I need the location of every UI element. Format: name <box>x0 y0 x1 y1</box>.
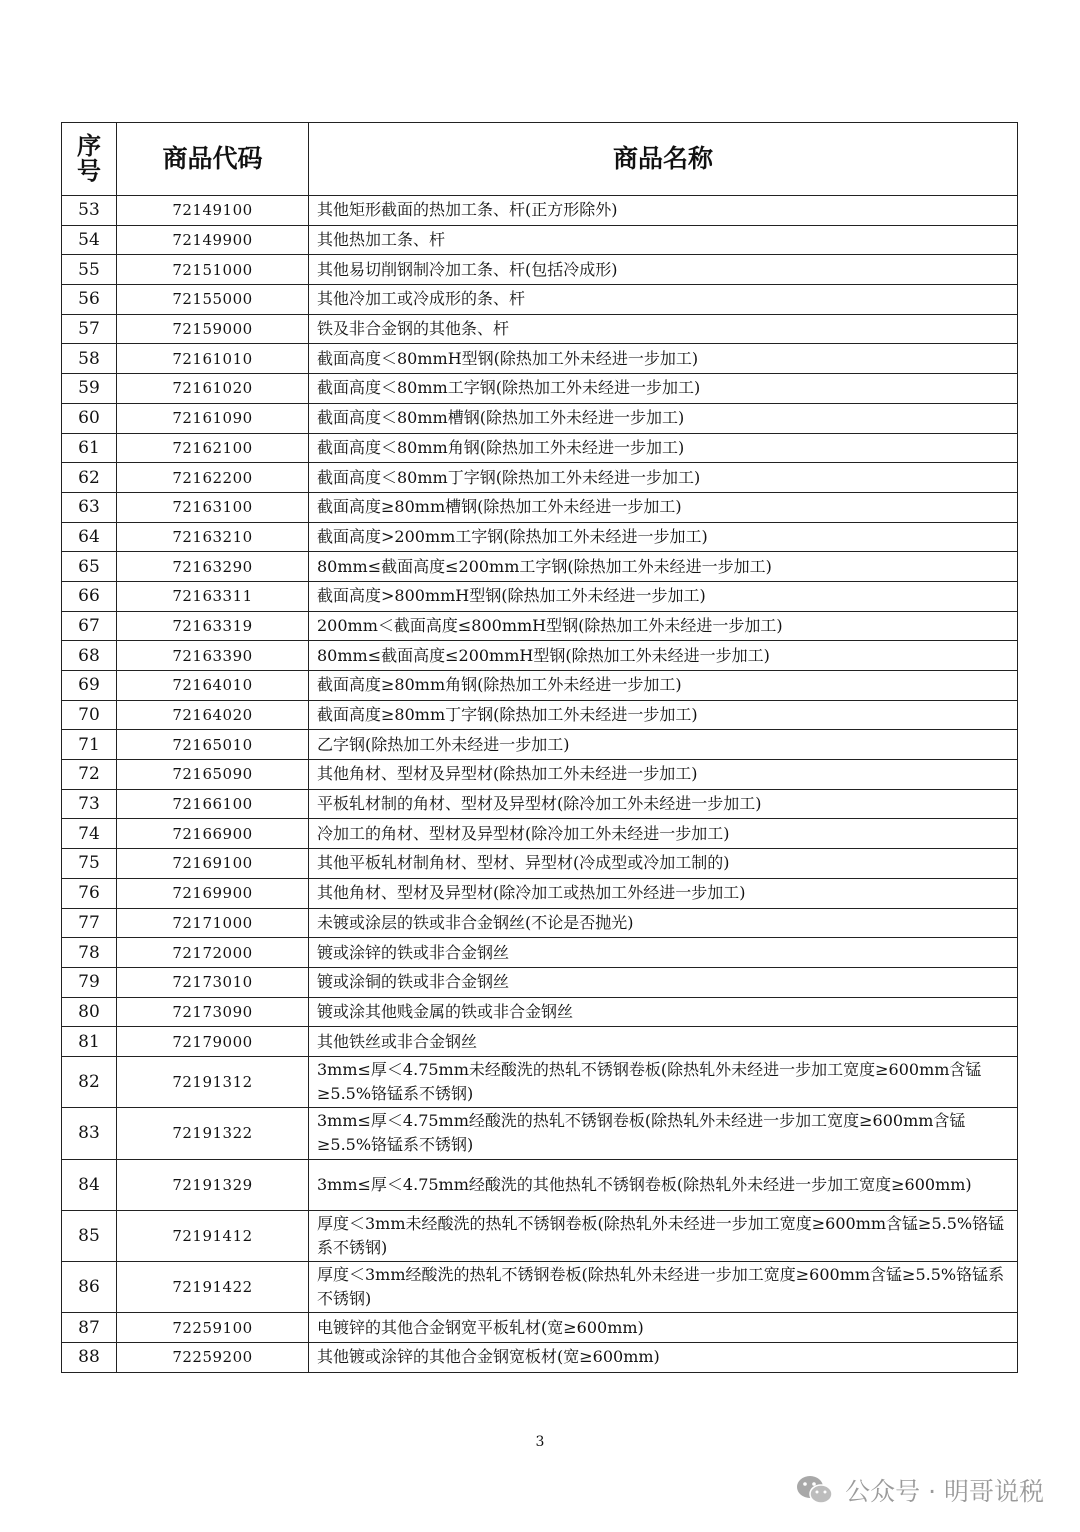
row-seq: 56 <box>62 285 117 315</box>
table-row <box>62 1262 1018 1313</box>
row-name: 厚度＜3mm未经酸洗的热轧不锈钢卷板(除热轧外未经进一步加工宽度≥600mm含锰≥5.5%铬锰系不锈钢) <box>309 1210 1018 1261</box>
table-row <box>62 1056 1018 1107</box>
table-row <box>62 314 1018 344</box>
row-name: 截面高度≥80mm槽钢(除热加工外未经进一步加工) <box>309 492 1018 522</box>
header-seq: 序号 <box>62 123 117 196</box>
row-name: 截面高度＜80mm丁字钢(除热加工外未经进一步加工) <box>309 463 1018 493</box>
row-seq: 75 <box>62 849 117 879</box>
table-row <box>62 819 1018 849</box>
table-row <box>62 789 1018 819</box>
table-row <box>62 552 1018 582</box>
page-number: 3 <box>535 1434 545 1450</box>
row-seq: 87 <box>62 1313 117 1343</box>
row-seq: 77 <box>62 908 117 938</box>
row-name: 镀或涂其他贱金属的铁或非合金钢丝 <box>309 997 1018 1027</box>
table-row <box>62 760 1018 790</box>
row-name: 80mm≤截面高度≤200mmH型钢(除热加工外未经进一步加工) <box>309 641 1018 671</box>
table-row <box>62 433 1018 463</box>
row-name: 电镀锌的其他合金钢宽平板轧材(宽≥600mm) <box>309 1313 1018 1343</box>
row-seq: 62 <box>62 463 117 493</box>
table-row <box>62 522 1018 552</box>
row-seq: 76 <box>62 878 117 908</box>
row-seq: 67 <box>62 611 117 641</box>
row-code: 72191412 <box>117 1210 309 1261</box>
row-code: 72165010 <box>117 730 309 760</box>
table-row <box>62 878 1018 908</box>
header-code: 商品代码 <box>117 123 309 196</box>
row-code: 72163311 <box>117 581 309 611</box>
row-name: 截面高度>200mm工字钢(除热加工外未经进一步加工) <box>309 522 1018 552</box>
row-name: 厚度＜3mm经酸洗的热轧不锈钢卷板(除热轧外未经进一步加工宽度≥600mm含锰≥5.5%铬锰系不锈钢) <box>309 1262 1018 1313</box>
row-code: 72149100 <box>117 196 309 226</box>
row-name: 3mm≤厚＜4.75mm经酸洗的热轧不锈钢卷板(除热轧外未经进一步加工宽度≥600mm含锰≥5.5%铬锰系不锈钢) <box>309 1108 1018 1159</box>
row-code: 72169900 <box>117 878 309 908</box>
table-row <box>62 374 1018 404</box>
row-name: 其他平板轧材制角材、型材、异型材(冷成型或冷加工制的) <box>309 849 1018 879</box>
row-seq: 80 <box>62 997 117 1027</box>
row-code: 72169100 <box>117 849 309 879</box>
row-code: 72191312 <box>117 1056 309 1107</box>
row-seq: 57 <box>62 314 117 344</box>
table-row <box>62 1313 1018 1343</box>
row-seq: 72 <box>62 760 117 790</box>
row-code: 72166100 <box>117 789 309 819</box>
row-code: 72165090 <box>117 760 309 790</box>
row-seq: 55 <box>62 255 117 285</box>
row-seq: 86 <box>62 1262 117 1313</box>
row-seq: 60 <box>62 403 117 433</box>
row-code: 72191322 <box>117 1108 309 1159</box>
row-name: 镀或涂铜的铁或非合金钢丝 <box>309 967 1018 997</box>
table-row <box>62 255 1018 285</box>
row-name: 截面高度＜80mm工字钢(除热加工外未经进一步加工) <box>309 374 1018 404</box>
row-name: 截面高度＜80mm槽钢(除热加工外未经进一步加工) <box>309 403 1018 433</box>
row-code: 72149900 <box>117 225 309 255</box>
table-row <box>62 581 1018 611</box>
table-row <box>62 463 1018 493</box>
row-name: 其他冷加工或冷成形的条、杆 <box>309 285 1018 315</box>
row-code: 72163319 <box>117 611 309 641</box>
row-seq: 71 <box>62 730 117 760</box>
row-seq: 63 <box>62 492 117 522</box>
row-name: 其他热加工条、杆 <box>309 225 1018 255</box>
row-name: 200mm＜截面高度≤800mmH型钢(除热加工外未经进一步加工) <box>309 611 1018 641</box>
row-name: 其他角材、型材及异型材(除热加工外未经进一步加工) <box>309 760 1018 790</box>
row-code: 72163210 <box>117 522 309 552</box>
row-code: 72161020 <box>117 374 309 404</box>
table-row <box>62 225 1018 255</box>
table-row <box>62 700 1018 730</box>
row-seq: 85 <box>62 1210 117 1261</box>
row-seq: 64 <box>62 522 117 552</box>
row-name: 其他镀或涂锌的其他合金钢宽板材(宽≥600mm) <box>309 1343 1018 1373</box>
row-name: 其他易切削钢制冷加工条、杆(包括冷成形) <box>309 255 1018 285</box>
row-code: 72163290 <box>117 552 309 582</box>
table-row <box>62 344 1018 374</box>
row-code: 72164010 <box>117 671 309 701</box>
row-seq: 73 <box>62 789 117 819</box>
table-row <box>62 967 1018 997</box>
table-row <box>62 492 1018 522</box>
row-seq: 68 <box>62 641 117 671</box>
table-row <box>62 196 1018 226</box>
table-row <box>62 403 1018 433</box>
row-name: 截面高度≥80mm丁字钢(除热加工外未经进一步加工) <box>309 700 1018 730</box>
row-seq: 88 <box>62 1343 117 1373</box>
row-code: 72166900 <box>117 819 309 849</box>
header-name: 商品名称 <box>309 123 1018 196</box>
table-row <box>62 641 1018 671</box>
row-seq: 54 <box>62 225 117 255</box>
row-code: 72163100 <box>117 492 309 522</box>
row-seq: 79 <box>62 967 117 997</box>
row-code: 72151000 <box>117 255 309 285</box>
row-seq: 61 <box>62 433 117 463</box>
row-code: 72259200 <box>117 1343 309 1373</box>
table-row <box>62 611 1018 641</box>
row-name: 其他角材、型材及异型材(除冷加工或热加工外经进一步加工) <box>309 878 1018 908</box>
table-header-row <box>62 123 1018 196</box>
row-seq: 66 <box>62 581 117 611</box>
table-row <box>62 997 1018 1027</box>
row-code: 72173010 <box>117 967 309 997</box>
table-row <box>62 671 1018 701</box>
row-code: 72191329 <box>117 1159 309 1210</box>
row-seq: 70 <box>62 700 117 730</box>
row-code: 72164020 <box>117 700 309 730</box>
row-code: 72155000 <box>117 285 309 315</box>
row-code: 72259100 <box>117 1313 309 1343</box>
table-body <box>62 196 1018 1373</box>
row-name: 乙字钢(除热加工外未经进一步加工) <box>309 730 1018 760</box>
row-code: 72161010 <box>117 344 309 374</box>
table-row <box>62 938 1018 968</box>
row-seq: 74 <box>62 819 117 849</box>
row-seq: 53 <box>62 196 117 226</box>
table-row <box>62 730 1018 760</box>
row-seq: 58 <box>62 344 117 374</box>
row-seq: 59 <box>62 374 117 404</box>
row-seq: 82 <box>62 1056 117 1107</box>
row-code: 72173090 <box>117 997 309 1027</box>
row-seq: 78 <box>62 938 117 968</box>
row-code: 72171000 <box>117 908 309 938</box>
row-seq: 69 <box>62 671 117 701</box>
row-name: 截面高度＜80mm角钢(除热加工外未经进一步加工) <box>309 433 1018 463</box>
row-code: 72163390 <box>117 641 309 671</box>
row-code: 72162100 <box>117 433 309 463</box>
row-name: 平板轧材制的角材、型材及异型材(除冷加工外未经进一步加工) <box>309 789 1018 819</box>
row-code: 72179000 <box>117 1027 309 1057</box>
table-row <box>62 1343 1018 1373</box>
row-seq: 65 <box>62 552 117 582</box>
row-name: 铁及非合金钢的其他条、杆 <box>309 314 1018 344</box>
table-row <box>62 1027 1018 1057</box>
row-code: 72172000 <box>117 938 309 968</box>
commodity-table <box>61 122 1018 1373</box>
row-name: 其他矩形截面的热加工条、杆(正方形除外) <box>309 196 1018 226</box>
row-seq: 81 <box>62 1027 117 1057</box>
row-name: 截面高度>800mmH型钢(除热加工外未经进一步加工) <box>309 581 1018 611</box>
row-name: 其他铁丝或非合金钢丝 <box>309 1027 1018 1057</box>
table-row <box>62 1108 1018 1159</box>
row-seq: 83 <box>62 1108 117 1159</box>
row-code: 72162200 <box>117 463 309 493</box>
row-code: 72191422 <box>117 1262 309 1313</box>
row-name: 截面高度≥80mm角钢(除热加工外未经进一步加工) <box>309 671 1018 701</box>
table-row <box>62 1210 1018 1261</box>
row-name: 镀或涂锌的铁或非合金钢丝 <box>309 938 1018 968</box>
row-name: 3mm≤厚＜4.75mm经酸洗的其他热轧不锈钢卷板(除热轧外未经进一步加工宽度≥600mm) <box>309 1159 1018 1210</box>
watermark-text: 公众号 · 明哥说税 <box>845 1477 1044 1506</box>
row-name: 3mm≤厚＜4.75mm未经酸洗的热轧不锈钢卷板(除热轧外未经进一步加工宽度≥600mm含锰≥5.5%铬锰系不锈钢) <box>309 1056 1018 1107</box>
row-code: 72159000 <box>117 314 309 344</box>
table-row <box>62 285 1018 315</box>
row-name: 冷加工的角材、型材及异型材(除冷加工外未经进一步加工) <box>309 819 1018 849</box>
row-code: 72161090 <box>117 403 309 433</box>
table-row <box>62 908 1018 938</box>
row-name: 未镀或涂层的铁或非合金钢丝(不论是否抛光) <box>309 908 1018 938</box>
table-row <box>62 849 1018 879</box>
row-name: 截面高度＜80mmH型钢(除热加工外未经进一步加工) <box>309 344 1018 374</box>
row-name: 80mm≤截面高度≤200mm工字钢(除热加工外未经进一步加工) <box>309 552 1018 582</box>
table-row <box>62 1159 1018 1210</box>
row-seq: 84 <box>62 1159 117 1210</box>
wechat-icon <box>795 1473 835 1507</box>
watermark <box>795 1470 1044 1510</box>
